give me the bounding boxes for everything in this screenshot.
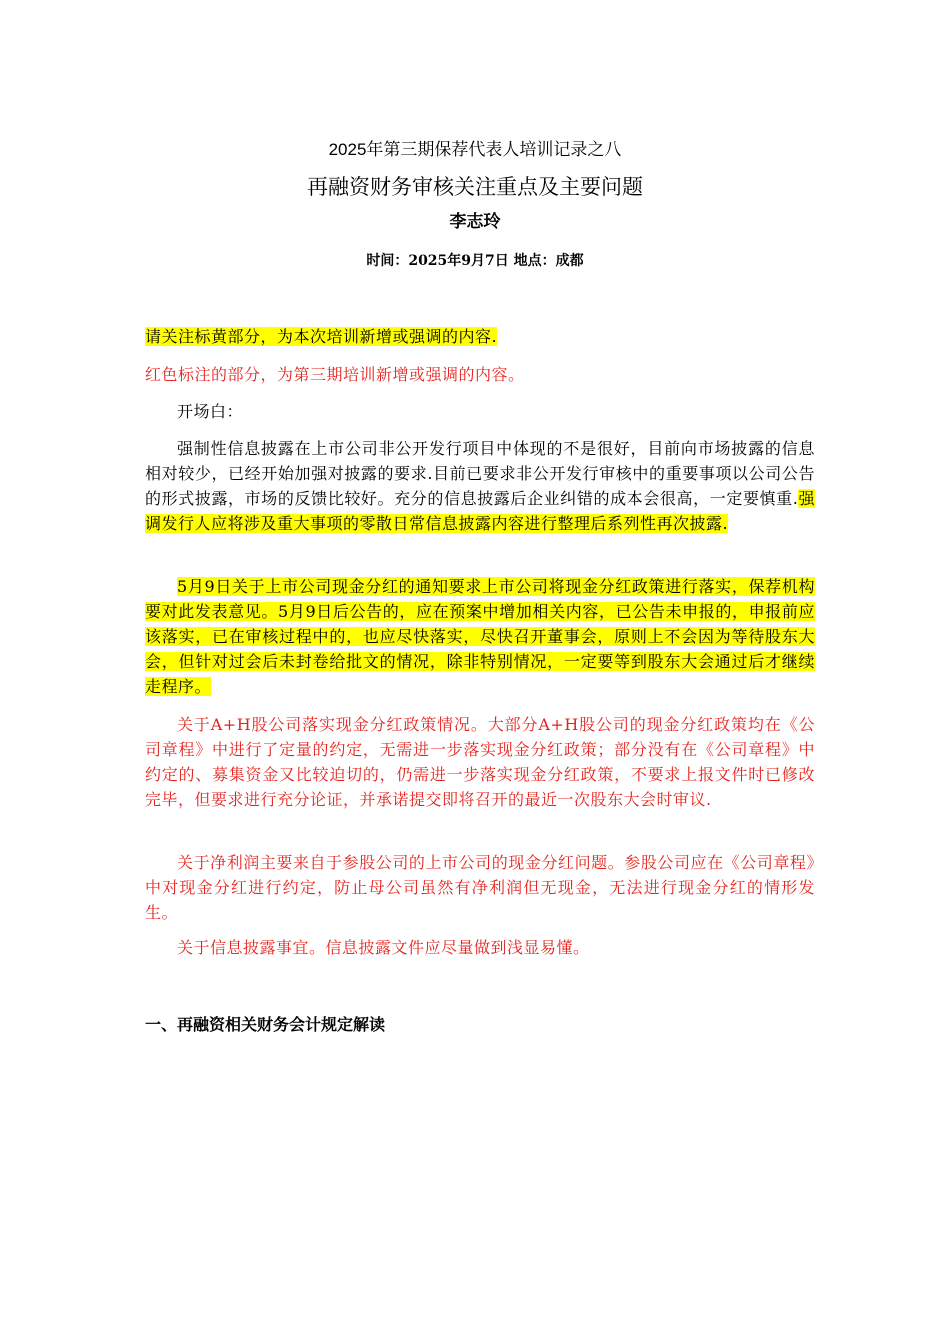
paragraph-disclosure <box>145 436 815 536</box>
series-title: 2025年第三期保荐代表人培训记录之八 <box>328 140 622 159</box>
time-location: 时间：2025年9月7日 地点：成都 <box>366 253 584 269</box>
author-name: 李志玲 <box>449 212 501 232</box>
main-title: 再融资财务审核关注重点及主要问题 <box>307 175 643 199</box>
paragraph-disclosure-highlight: 强调发行人应将涉及重大事项的零散日常信息披露内容进行整理后系列性再次披露. <box>145 489 815 533</box>
paragraph-cash-dividend-notice <box>145 574 815 699</box>
paragraph-cash-dividend-highlight: 5月9日关于上市公司现金分红的通知要求上市公司将现金分红政策进行落实，保荐机构要对此发表意见。5月9日后公告的，应在预案中增加相关内容，已公告未申报的，申报前应该落实，已在审核过程中的，也应尽快落实，尽快召开董事会，原则上不会因为等待股东大会，但针对过会后未封卷给批文的情况，除非特别情况，一定要等到股东大会通过后才继续走程序。 <box>145 577 815 696</box>
paragraph-net-profit: 关于净利润主要来自于参股公司的上市公司的现金分红问题。参股公司应在《公司章程》中对现金分红进行约定，防止母公司虽然有净利润但无现金，无法进行现金分红的情形发生。 <box>145 853 815 922</box>
paragraph-disclosure-text: 强制性信息披露在上市公司非公开发行项目中体现的不是很好，目前向市场披露的信息相对较少，已经开始加强对披露的要求.目前已要求非公开发行审核中的重要事项以公司公告的形式披露，市场的反馈比较好。充分的信息披露后企业纠错的成本会很高，一定要慎重. <box>145 439 815 508</box>
paragraph-ah-shares: 关于A+H股公司落实现金分红政策情况。大部分A+H股公司的现金分红政策均在《公司章程》中进行了定量的约定，无需进一步落实现金分红政策；部分没有在《公司章程》中约定的、募集资金又比较迫切的，仍需进一步落实现金分红政策，不要求上报文件时已修改完毕，但要求进行充分论证，并承诺提交即将召开的最近一次股东大会时审议. <box>145 715 815 809</box>
yellow-note-text: 请关注标黄部分，为本次培训新增或强调的内容. <box>145 327 498 346</box>
paragraph-info-disclosure: 关于信息披露事宜。信息披露文件应尽量做到浅显易懂。 <box>177 938 590 957</box>
yellow-note <box>145 324 815 349</box>
section-heading: 一、再融资相关财务会计规定解读 <box>145 1015 386 1034</box>
opening-label: 开场白： <box>177 402 244 421</box>
red-note: 红色标注的部分，为第三期培训新增或强调的内容。 <box>145 365 525 384</box>
